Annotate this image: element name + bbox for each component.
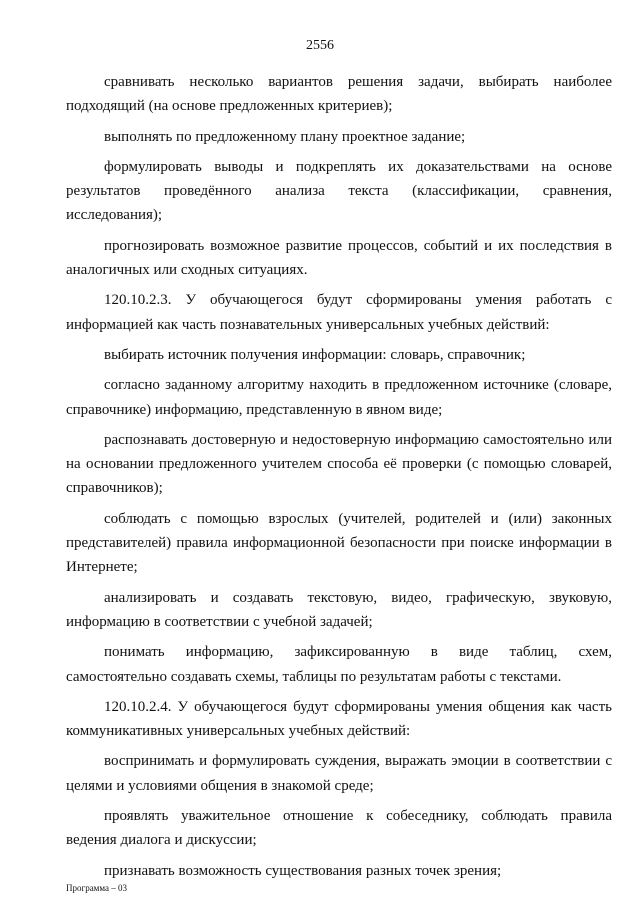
section-heading-paragraph: 120.10.2.3. У обучающегося будут сформированы умения работать с информацией как часть познавательных универсальных учебных действий: (66, 292, 612, 333)
page-footer: Программа – 03 (66, 883, 128, 893)
paragraph: признавать возможность существования разных точек зрения; (104, 862, 502, 879)
paragraph: понимать информацию, зафиксированную в виде таблиц, схем, самостоятельно создавать схемы, таблицы по результатам работы с текстами. (66, 644, 612, 685)
paragraph: выбирать источник получения информации: словарь, справочник; (104, 346, 526, 363)
paragraph: прогнозировать возможное развитие процессов, событий и их последствия в аналогичных или сходных ситуациях. (66, 237, 612, 279)
paragraph: проявлять уважительное отношение к собеседнику, соблюдать правила ведения диалога и дискуссии; (66, 808, 612, 849)
page-number: 2556 (306, 38, 334, 53)
paragraph: анализировать и создавать текстовую, видео, графическую, звуковую, информацию в соответствии с учебной задачей; (66, 589, 612, 630)
document-body (66, 70, 612, 889)
paragraph: соблюдать с помощью взрослых (учителей, родителей и (или) законных представителей) правила информационной безопасности при поиске информации в Интернете; (66, 510, 612, 576)
section-heading-paragraph: 120.10.2.4. У обучающегося будут сформированы умения общения как часть коммуникативных универсальных учебных действий: (66, 698, 612, 740)
paragraph: формулировать выводы и подкреплять их доказательствами на основе результатов проведённого анализа текста (классификации, сравнения, исследования); (66, 158, 612, 224)
paragraph: распознавать достоверную и недостоверную информацию самостоятельно или на основании предложенного учителем способа её проверки (с помощью словарей, справочников); (66, 431, 612, 497)
paragraph: выполнять по предложенному плану проектное задание; (104, 128, 466, 145)
paragraph: воспринимать и формулировать суждения, выражать эмоции в соответствии с целями и условиями общения в знакомой среде; (66, 753, 612, 794)
paragraph: сравнивать несколько вариантов решения задачи, выбирать наиболее подходящий (на основе предложенных критериев); (66, 74, 612, 115)
paragraph: согласно заданному алгоритму находить в предложенном источнике (словаре, справочнике) информацию, представленную в явном виде; (66, 377, 612, 418)
